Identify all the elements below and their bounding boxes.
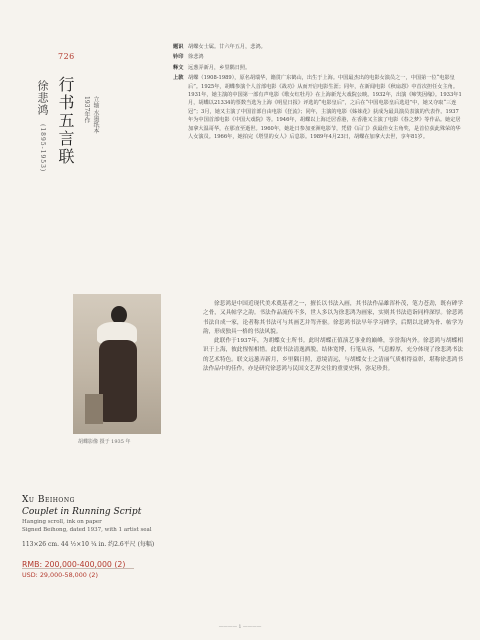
artist-name-cn: 徐悲鸿 [36,80,49,116]
info-row-seal [173,53,463,61]
info-label: 钤印 [173,54,184,61]
artwork-details-en [22,519,152,535]
estimate-rmb: RMB: 200,000-400,000 (2) [22,560,126,569]
details-medium: Hanging scroll, ink on paper [22,519,102,525]
info-rows [173,43,463,143]
figure-dress [99,340,137,422]
photo-caption: 胡蝶影像 摄于 1935 年 [78,439,131,445]
info-text: 远葱弄新月，乡里隅日照。 [188,64,251,71]
info-row-inscription [173,43,463,51]
portrait-photo [73,294,161,434]
date-text: 1937年作 [83,96,90,124]
details-signature: Signed Beihong, dated 1937, with 1 artist seal [22,526,152,533]
artist-name-en: Xu Beihong [22,495,75,505]
artwork-title: 行书五言联 [56,76,75,166]
estimate-divider [22,568,134,569]
artwork-title-en: Couplet in Running Script [22,507,142,517]
essay-paragraph: 徐悲鸿是中国近现代美术奠基者之一，擅长以书法入画，其书法作品雄浑朴茂，笔力苍劲，既有碑学之骨，又具帖学之韵。书法作品流传不多，世人多以为徐悲鸿为画家，实则其书法造诣同样深厚。徐悲鸿书法自成一家，论者称其书法可与其画艺并驾齐驱。徐悲鸿书法早年学习碑学，后期以北碑为骨、帖学为韵，形成独具一格的书法风貌。 [203,301,463,335]
page-footer: ———— 1 ———— [218,625,262,630]
artwork-subtitle [82,82,100,134]
artist-years: (1895-1953) [39,123,46,172]
medium-text: 立轴 水墨纸本 [92,96,99,134]
essay-paragraph: 此联作于1937年，为胡蝶女士所书。此时胡蝶正值演艺事业的巅峰，享誉海内外。徐悲鸿与胡蝶相识于上海，彼此惺惺相惜。此联书法清逸洒脱，结体宽博，行笔从容，气息醇厚，充分体现了徐悲鸿书法的艺术特色。联文远葱弄新月，乡里隅日照，意境清远，与胡蝶女士之清丽气质相得益彰，堪称徐悲鸿书法作品中的佳作，亦是研究徐悲鸿与民国文艺界交往的重要史料，弥足珍贵。 [203,338,463,373]
estimate-usd: USD: 29,000-58,000 (2) [22,571,98,579]
info-text: 徐悲鸿 [188,54,204,61]
info-label: 释文 [173,64,184,71]
info-label: 上款 [173,75,184,82]
info-label: 题识 [173,44,184,50]
info-row-dedication [173,74,463,141]
lot-number: 726 [58,52,75,61]
dimensions: 113×26 cm. 44 ½×10 ¼ in. 约2.6平尺 (每幅) [22,541,155,548]
artist-name-vertical [34,80,50,172]
info-text: 胡蝶（1908-1989），原名胡瑞华，籍贯广东鹤山，出生于上海。中国最杰出的电影女演员之一，中国第一位“电影皇后”。1925年，胡蝶参演个人首部电影《战功》从而开启电影生涯；同年，在新闻电影《秋扇怨》中首次担任女主角。1931年，她主演的中国第一部有声电影《歌女红牡丹》在上海新光大戏院公映。1932年，出演《啼笑因缘》。1933年1月，胡蝶以21334的票数当选为上海《明星日报》评选的“电影皇后”，之后在“中国电影皇后选进”中，她又夺取“三连冠”；3月，她又主演了中国首部自由电影《狂流》；同年，主演的电影《姊妹花》获成为最具演员表演的代表作。1937年为中国首部电影《中国大戏院》等。1946年，胡蝶以上海迁居香港，在香港又主演了电影《春之梦》等作品。她定居加拿大温哥华，在那直至逝世。1960年，她赴日参加亚洲电影节，凭借《后门》获最佳女主角奖，是首位获此殊荣的华人女演员。1966年，她拍完《塔里的女人》后息影。1989年4月23日，胡蝶在加拿大去世，享年81岁。 [188,75,462,141]
info-text: 胡蝶女士属。廿六年五月，悲鸿。 [188,44,266,50]
figure-stool [85,394,103,424]
essay [203,300,463,374]
info-row-transcription [173,64,463,72]
